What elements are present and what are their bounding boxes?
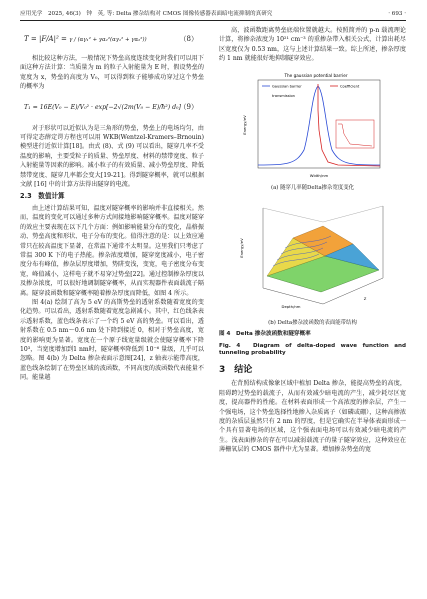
paragraph: 相比较这种方法，一般情况下势垒高度连续变化时我们可以用下面这种方法计算：当质量为 m 的粒子入射能量为 E 时，假设势垒的宽度为 x，势垒的高度为 V₀，可以得到粒子能够成功穿过这个势垒的概率为 (20, 55, 204, 91)
figure-4-caption-en: Fig. 4 Diagram of delta-doped wave function and tunneling probability (219, 342, 406, 357)
equation-9 (20, 92, 204, 124)
fig4a-title: The gaussian potential barrier (283, 72, 348, 78)
eq8-number: （8） (179, 35, 198, 43)
fig4a-xlabel: Width/nm (309, 172, 328, 178)
figure-4b (233, 196, 393, 327)
header-rule (20, 20, 406, 21)
header-journal: 应用光学 2025, 46(3) 钟 英, 等: Delta 掺杂结构对 CMOS 图像传感器表面暗电流抑制的真研究 (20, 11, 273, 17)
legend-transmission: transmission (271, 93, 295, 98)
eq8-lhs: T = |F/A|² = (24, 35, 67, 43)
equation-8 (20, 26, 204, 54)
fig4b-zlabel: Z (363, 296, 366, 302)
figure-4a (238, 70, 388, 193)
left-column (20, 26, 204, 383)
paragraph: 对于形状可以近似认为是三角形的势垒，势垒上的电场均匀，由可得定态薛定谔方程也可以用 WKB(Wentzel-Kramers–Brnouin) 模型进行近似计算[18]。由式 (8)、式 (9) 可以看出，隧穿几率不受温度的影响，主要受粒子的质量、势垒厚度、材料的禁带宽度、粒子入射能量等因素的影响。减小粒子的有效质量、减小势垒厚度、降低禁带宽度、隧穿几率都会变大[19-21]。得到隧穿概率，就可以根据文献 [16] 中的计算方法得出隧穿的电流。 (20, 124, 204, 189)
eq8-rhs: γ / (αγ₁² + γα₂²(αγ₁² + γα₂²)) (69, 37, 147, 43)
figure-4b-caption: (b) Delta掺杂波函数的表面能带结构 (268, 319, 357, 326)
figure-4a-plot (238, 70, 388, 182)
figure-4-caption-cn: 图 4 Delta 掺杂波函数和隧穿概率 (219, 331, 311, 338)
running-header (20, 8, 406, 20)
eq9-number: （9） (179, 102, 198, 111)
paragraph: 图 4(a) 绘制了高为 5 eV 的高斯势垒的透射系数随着宽度的变化趋势。可以看出，透射系数随着宽度急剧减小。其中，红色线条表示透射系数，蓝色线条表示了一个约 5 eV 高的势垒。可以看出，透射系数在 0.5 nm～0.6 nm 处下降到接近 0，相对于势垒高度，宽度的影响更为显著。宽度在一个原子线宽量级就会使隧穿概率下降 10³，当宽度增加到1 nm时，隧穿概率降低到 10⁻⁶ 量级，几乎可以忽略。图 4(b) 为 Delta 掺杂表面示意图[24]，z 轴表示能带高度，蓝色线条绘制了在势垒区域的波函数，不同高度的波函数代表能量不同。能量越 (20, 298, 204, 382)
eq9-body: T₁ = 16E(V₀ − E)/V₀² · exp[−2√(2m(V₀ − E)/ħ²) d₀] (24, 103, 181, 111)
figure-4a-caption: (a) 隧穿几率随Delta掺杂宽度变化 (270, 185, 355, 192)
fig4b-xlabel: Depth/nm (281, 304, 300, 310)
page-number: · 693 · (388, 11, 406, 17)
section-heading-3: 3 结论 (219, 365, 253, 376)
paragraph: 由上述计算结果可知，温度对隧穿概率的影响并非直接相关。然而，温度的变化可以通过多种方式间接地影响隧穿概率。温度对隧穿的效应主要表现在以下几个方面：例如影响能量分布的变化，晶格振动、势垒高度和形状、电子分布的变化。值得注意的是：以上效应通常只在较高温度下显著，在常温下通常不太明显。这里我们只考虑了常温 300 K 下的电子热能。掺杂浓度增加，隧穿宽度减小，电子密度分布有峰值，掺杂层厚度增加，势阱变浅，变宽，电子密度分布变宽，峰值减小，这样电子就不易穿过势垒[22]。通过控制掺杂厚度以及掺杂浓度，可以很好地调制隧穿概率，从而实现器件表面载流子隔离。隧穿波函数和隧穿概率随着掺杂厚度而降低，如图 4 所示。 (20, 204, 204, 297)
paragraph: 在背照结构成像象区域中植加 Delta 掺杂，能提高势垒的高度，阻碍跨过势垒的载流子，从而有效减少暗电流的产生，减少耗尽区宽度，提高器件的性能。在材料表面形成一个高浓度的掺杂层，产生一个强电场，这个势垒选择性地掺入杂质离子（如磷或硼），这种高掺浓度的杂质层虽然只有 2 nm 的厚度，但是它确实在半导体表面形成一个具有显著电场的区域，这个强表面电场可以有效减少暗电流的产生。浅表面掺杂的存在可以减弱载流子的量子隧穿效应，这种效应在薄栅氧层的 CMOS 器件中尤为显著。增加掺杂势垒的宽 (219, 380, 406, 454)
legend-coefficient: Coefficient (339, 84, 359, 89)
right-column (219, 26, 406, 455)
fig4a-ylabel: Energy/eV (241, 114, 247, 135)
paragraph: 高，波函数距离势垒底端位置就越大。按照简并的 p-n 载流理论计算，将掺杂浓度为 10²¹ cm⁻³ 的重掺杂带入相关公式，计算出耗尽区宽度仅为 0.53 nm，这与上述计算结果一致。综上所述，掺杂厚度约 1 nm 就能很好地抑制隧穿效应。 (219, 27, 406, 63)
legend-gaussian: Gaussian barrier (271, 84, 302, 89)
figure-4b-plot (233, 196, 393, 316)
fig4b-ylabel: Energy/eV (238, 238, 244, 259)
section-heading-2-3: 2.3 数值计算 (20, 192, 65, 201)
